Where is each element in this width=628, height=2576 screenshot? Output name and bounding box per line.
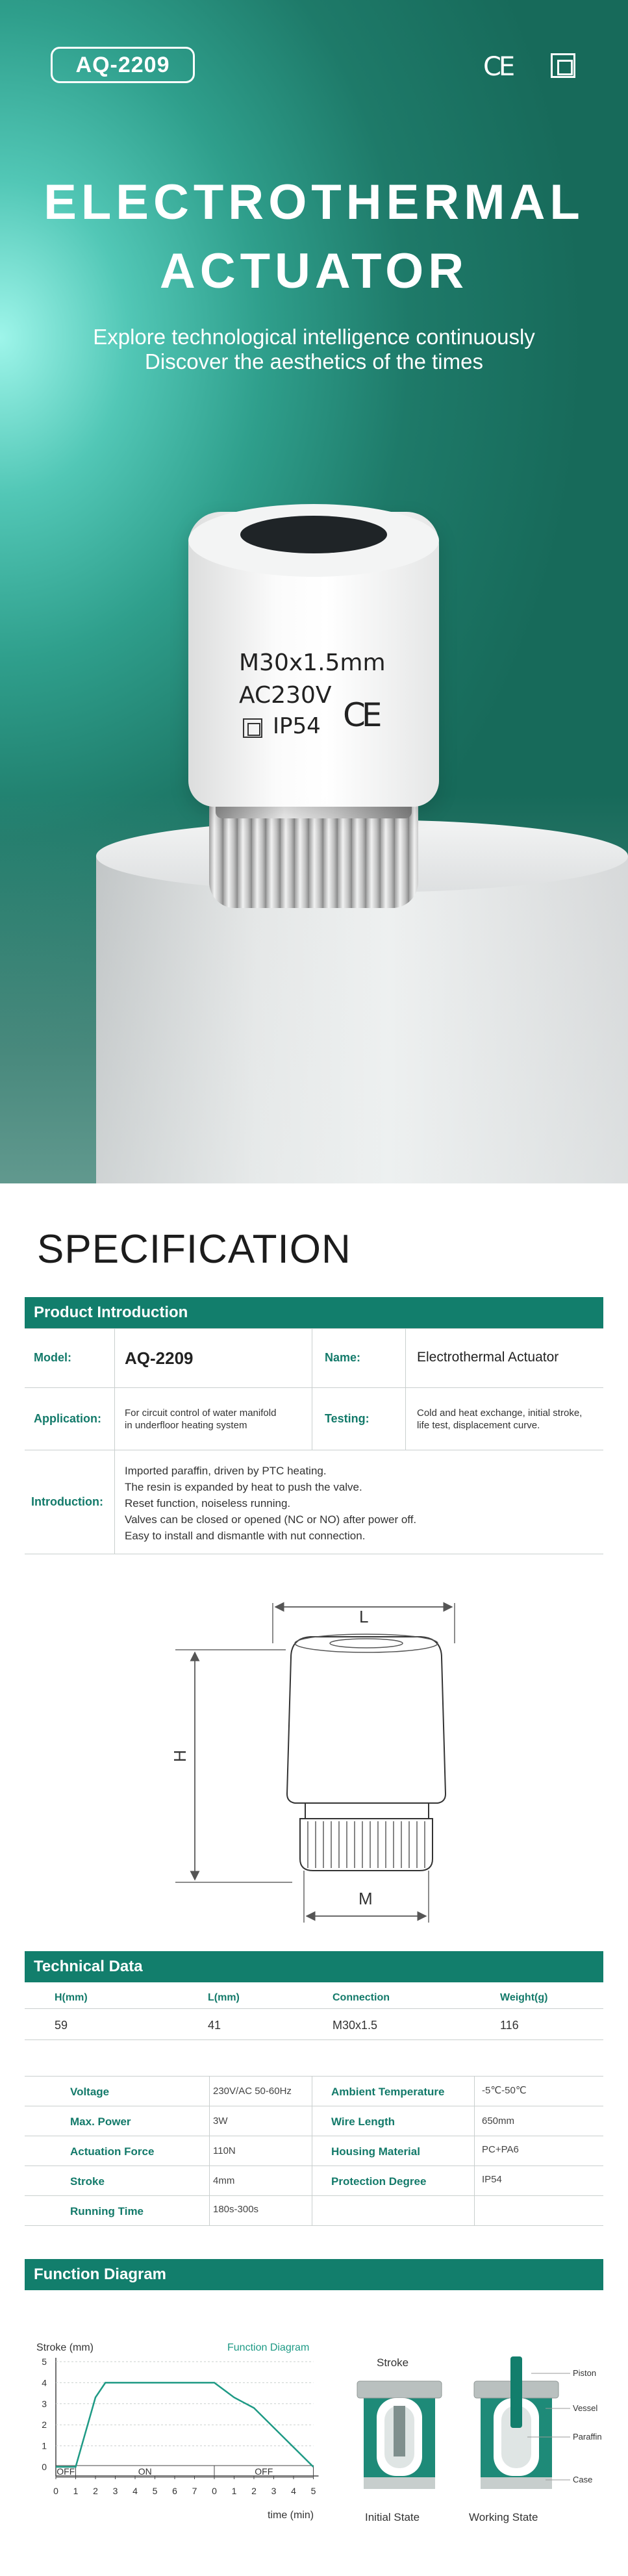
fd-phase-label: ON [138,2466,152,2477]
spec-protection-label: Protection Degree [331,2175,427,2188]
hero-title-line1: ELECTROTHERMAL [44,175,584,230]
spec-ambient-value: -5℃-50℃ [482,2085,527,2096]
spec-protection-value: IP54 [482,2174,502,2185]
introduction-text: Imported paraffin, driven by PTC heating. The resin is expanded by heat to push the valve. Reset function, noiseless running. Valves can be closed or opened (NC or NO) after power off. Easy to install and dismantle with nut connection. [125,1465,417,1542]
hero-subtitle-line2: Discover the aesthetics of the times [145,349,483,373]
product-intro-bar: Product Introduction [25,1297,603,1328]
td-header-l: L(mm) [208,1992,240,2003]
fd-x-tick: 3 [271,2486,277,2496]
function-diagram-bar: Function Diagram [25,2259,603,2290]
fd-x-tick: 0 [212,2486,217,2496]
td-header-weight: Weight(g) [500,1992,548,2003]
fd-working-state-label: Working State [469,2511,538,2523]
hero-title-line2: ACTUATOR [159,244,469,299]
td-value-weight: 116 [500,2019,519,2032]
spec-force-label: Actuation Force [70,2145,155,2158]
testing-label: Testing: [325,1412,370,1425]
fd-y-tick: 1 [42,2440,47,2451]
spec-heading: SPECIFICATION [37,1227,351,1272]
spec-force-value: 110N [213,2145,236,2156]
fd-phase-label: OFF [57,2466,75,2477]
fd-x-tick: 6 [172,2486,177,2496]
fd-y-tick: 5 [42,2356,47,2367]
hero-subtitle-line1: Explore technological intelligence continuously [93,325,535,349]
ce-mark-icon: CE [483,52,513,82]
actuator-label-voltage: AC230V [239,682,332,709]
spec-stroke-value: 4mm [213,2175,235,2186]
fd-y-tick: 3 [42,2398,47,2409]
fd-y-tick: 4 [42,2377,47,2388]
application-value: For circuit control of water manifold in underfloor heating system [125,1408,277,1431]
fd-y-tick: 0 [42,2462,47,2472]
dimension-m-label: M [358,1889,373,1908]
fd-chart-title: Function Diagram [227,2342,310,2353]
spec-housing-label: Housing Material [331,2145,420,2158]
spec-power-label: Max. Power [70,2115,131,2128]
model-label: Model: [34,1351,71,1364]
actuator-ce-icon: CE [343,696,379,734]
fd-x-tick: 2 [251,2486,257,2496]
dimension-h-label: H [170,1750,190,1762]
fd-x-tick: 4 [132,2486,138,2496]
fd-part-vessel: Vessel [573,2403,598,2413]
introduction-label: Introduction: [31,1495,103,1508]
fd-initial-state-label: Initial State [365,2511,420,2523]
initial-state-illustration [357,2381,442,2489]
dimension-l-label: L [359,1607,369,1626]
spec-running-time-value: 180s-300s [213,2204,259,2215]
fd-y-tick: 2 [42,2419,47,2431]
fd-stroke-label: Stroke [377,2356,409,2369]
spec-housing-value: PC+PA6 [482,2144,519,2155]
spec-running-time-label: Running Time [70,2205,144,2217]
spec-voltage-value: 230V/AC 50-60Hz [213,2086,292,2097]
testing-value: Cold and heat exchange, initial stroke, life test, displacement curve. [417,1408,583,1431]
fd-x-tick: 1 [73,2486,79,2496]
fd-part-paraffin: Paraffin [573,2432,602,2442]
name-label: Name: [325,1351,361,1364]
td-header-h: H(mm) [55,1992,88,2003]
fd-part-case: Case [573,2475,593,2484]
fd-x-tick: 5 [152,2486,158,2496]
name-value: Electrothermal Actuator [417,1350,559,1365]
actuator-label-thread: M30x1.5mm [239,650,386,676]
td-header-connection: Connection [333,1992,390,2003]
technical-data-bar: Technical Data [25,1951,603,1982]
fd-x-tick: 5 [310,2486,316,2496]
spec-ambient-label: Ambient Temperature [331,2086,445,2098]
spec-wire-label: Wire Length [331,2115,396,2128]
application-label: Application: [34,1412,101,1425]
fd-x-axis-label: time (min) [268,2510,314,2521]
fd-x-tick: 0 [53,2486,58,2496]
fd-x-tick: 4 [291,2486,296,2496]
td-value-connection: M30x1.5 [333,2019,378,2032]
model-value: AQ-2209 [125,1348,194,1368]
spec-stroke-label: Stroke [70,2175,105,2188]
fd-x-tick: 7 [192,2486,197,2496]
spec-wire-value: 650mm [482,2115,515,2127]
fd-phase-label: OFF [255,2466,273,2477]
model-badge: AQ-2209 [51,47,195,83]
spec-voltage-label: Voltage [70,2086,110,2098]
fd-x-tick: 2 [93,2486,98,2496]
fd-x-tick: 1 [231,2486,237,2496]
fd-x-tick: 3 [112,2486,118,2496]
spec-power-value: 3W [213,2115,228,2127]
fd-y-axis-label: Stroke (mm) [36,2342,94,2353]
working-state-illustration [474,2356,570,2489]
td-value-h: 59 [55,2019,68,2032]
actuator-label-ip: IP54 [273,713,321,739]
td-value-l: 41 [208,2019,221,2032]
fd-part-piston: Piston [573,2368,597,2378]
